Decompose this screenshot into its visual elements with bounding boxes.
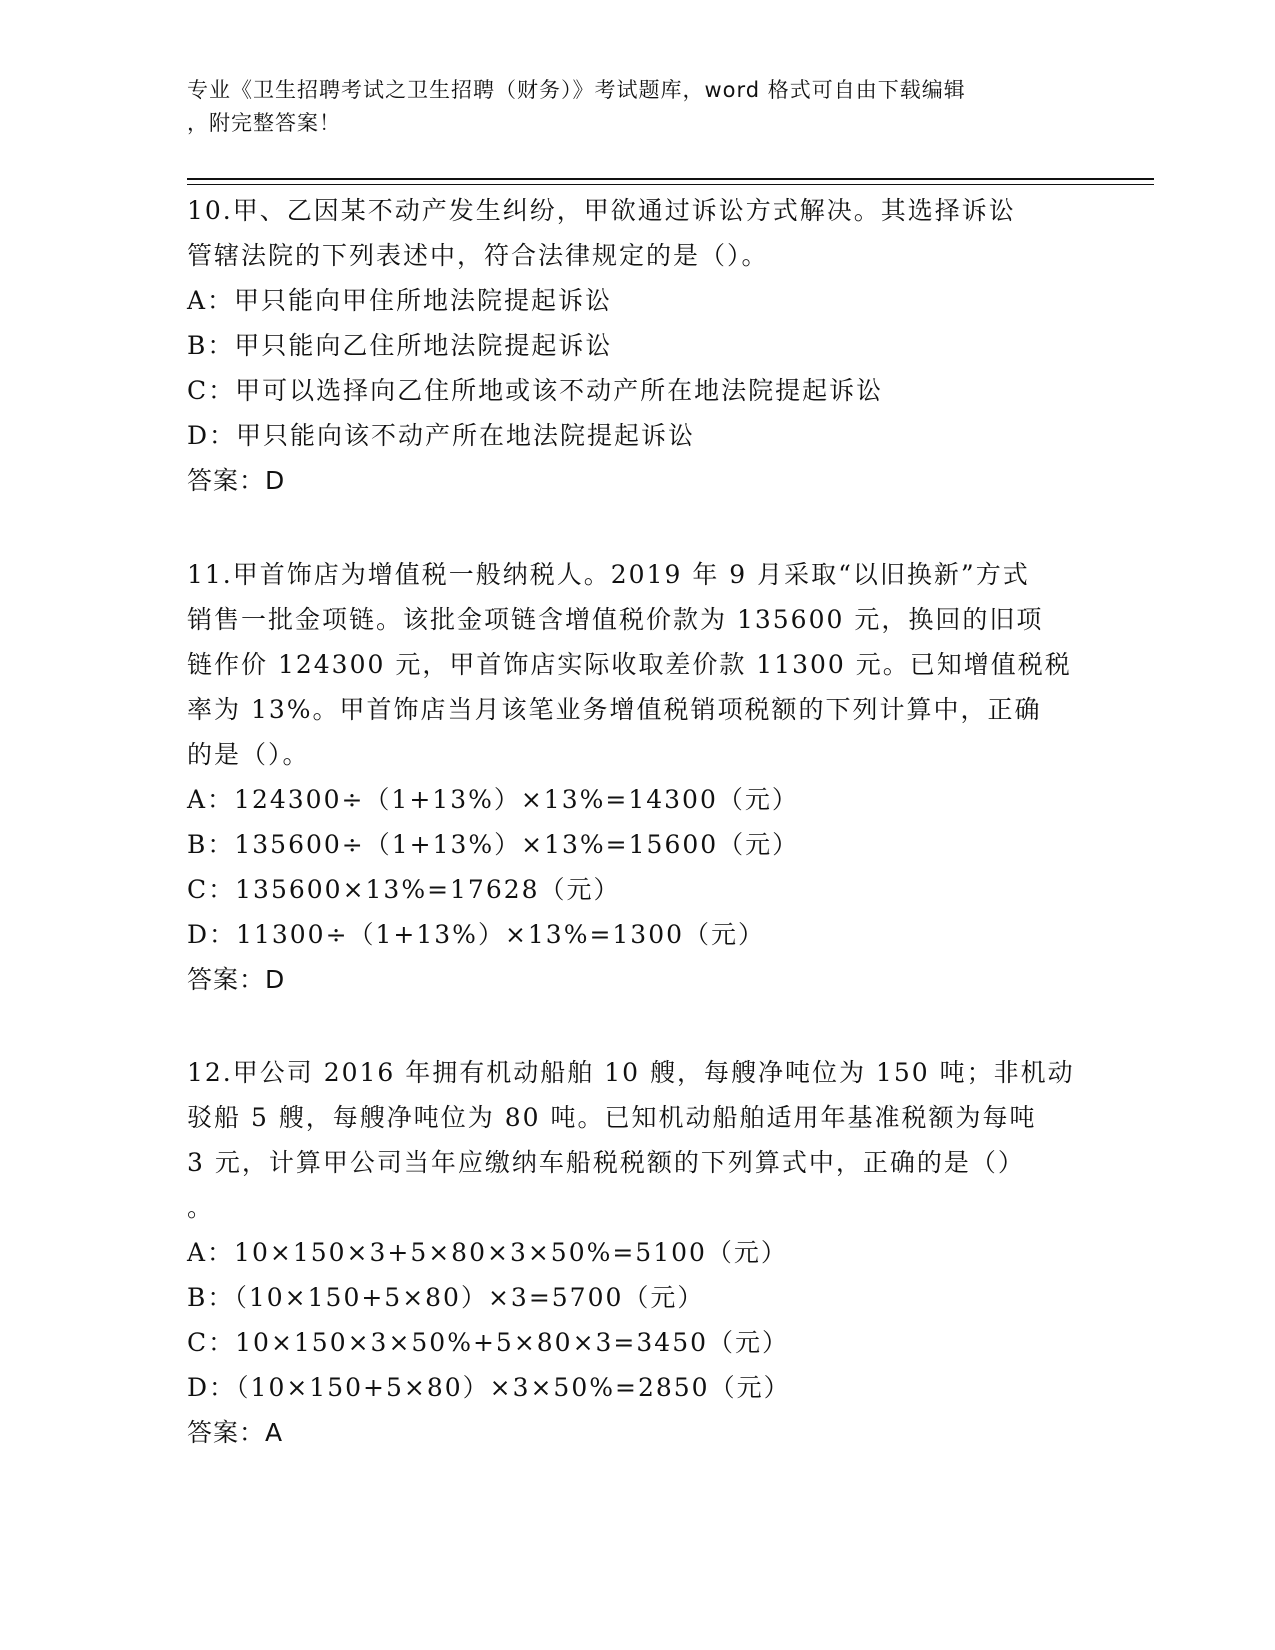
question-10 xyxy=(187,188,1087,503)
stem-line: 12.甲公司 2016 年拥有机动船舶 10 艘，每艘净吨位为 150 吨；非机动 xyxy=(187,1058,1075,1087)
question-stem xyxy=(187,188,1087,278)
answer-line: 答案：D xyxy=(187,965,286,994)
option-c: C：10×150×3×50%+5×80×3=3450（元） xyxy=(187,1328,790,1357)
question-stem xyxy=(187,1050,1087,1230)
option-c: C：甲可以选择向乙住所地或该不动产所在地法院提起诉讼 xyxy=(187,376,884,405)
option-a: A：10×150×3+5×80×3×50%=5100（元） xyxy=(187,1238,788,1267)
option-d: D：甲只能向该不动产所在地法院提起诉讼 xyxy=(187,421,696,450)
stem-line: 管辖法院的下列表述中，符合法律规定的是（）。 xyxy=(187,241,769,270)
header-divider xyxy=(187,178,1154,180)
document-header xyxy=(187,74,1067,140)
header-line: 专业《卫生招聘考试之卫生招聘（财务）》考试题库，word 格式可自由下载编辑 xyxy=(187,78,966,102)
question-11 xyxy=(187,552,1087,1002)
option-list xyxy=(187,777,1087,957)
option-c: C：135600×13%=17628（元） xyxy=(187,875,621,904)
stem-line: 销售一批金项链。该批金项链含增值税价款为 135600 元，换回的旧项 xyxy=(187,605,1044,634)
stem-line: 链作价 124300 元，甲首饰店实际收取差价款 11300 元。已知增值税税 xyxy=(187,650,1072,679)
option-b: B：（10×150+5×80）×3=5700（元） xyxy=(187,1283,705,1312)
header-line: ，附完整答案！ xyxy=(187,111,341,135)
answer-line: 答案：A xyxy=(187,1418,284,1447)
answer-line: 答案：D xyxy=(187,466,286,495)
option-a: A：124300÷（1+13%）×13%=14300（元） xyxy=(187,785,799,814)
option-b: B：甲只能向乙住所地法院提起诉讼 xyxy=(187,331,613,360)
option-d: D：（10×150+5×80）×3×50%=2850（元） xyxy=(187,1373,791,1402)
stem-line: 10.甲、乙因某不动产发生纠纷，甲欲通过诉讼方式解决。其选择诉讼 xyxy=(187,196,1016,225)
option-list xyxy=(187,278,1087,458)
stem-line: 驳船 5 艘，每艘净吨位为 80 吨。已知机动船舶适用年基准税额为每吨 xyxy=(187,1103,1037,1132)
option-list xyxy=(187,1230,1087,1410)
option-d: D：11300÷（1+13%）×13%=1300（元） xyxy=(187,920,766,949)
question-stem xyxy=(187,552,1087,777)
stem-line: 率为 13%。甲首饰店当月该笔业务增值税销项税额的下列计算中，正确 xyxy=(187,695,1042,724)
stem-line: 。 xyxy=(187,1193,215,1222)
header-divider xyxy=(187,184,1154,185)
stem-line: 的是（）。 xyxy=(187,740,310,769)
stem-line: 3 元，计算甲公司当年应缴纳车船税税额的下列算式中，正确的是（） xyxy=(187,1148,1025,1177)
option-a: A：甲只能向甲住所地法院提起诉讼 xyxy=(187,286,613,315)
question-12 xyxy=(187,1050,1087,1455)
stem-line: 11.甲首饰店为增值税一般纳税人。2019 年 9 月采取“以旧换新”方式 xyxy=(187,560,1030,589)
option-b: B：135600÷（1+13%）×13%=15600（元） xyxy=(187,830,800,859)
